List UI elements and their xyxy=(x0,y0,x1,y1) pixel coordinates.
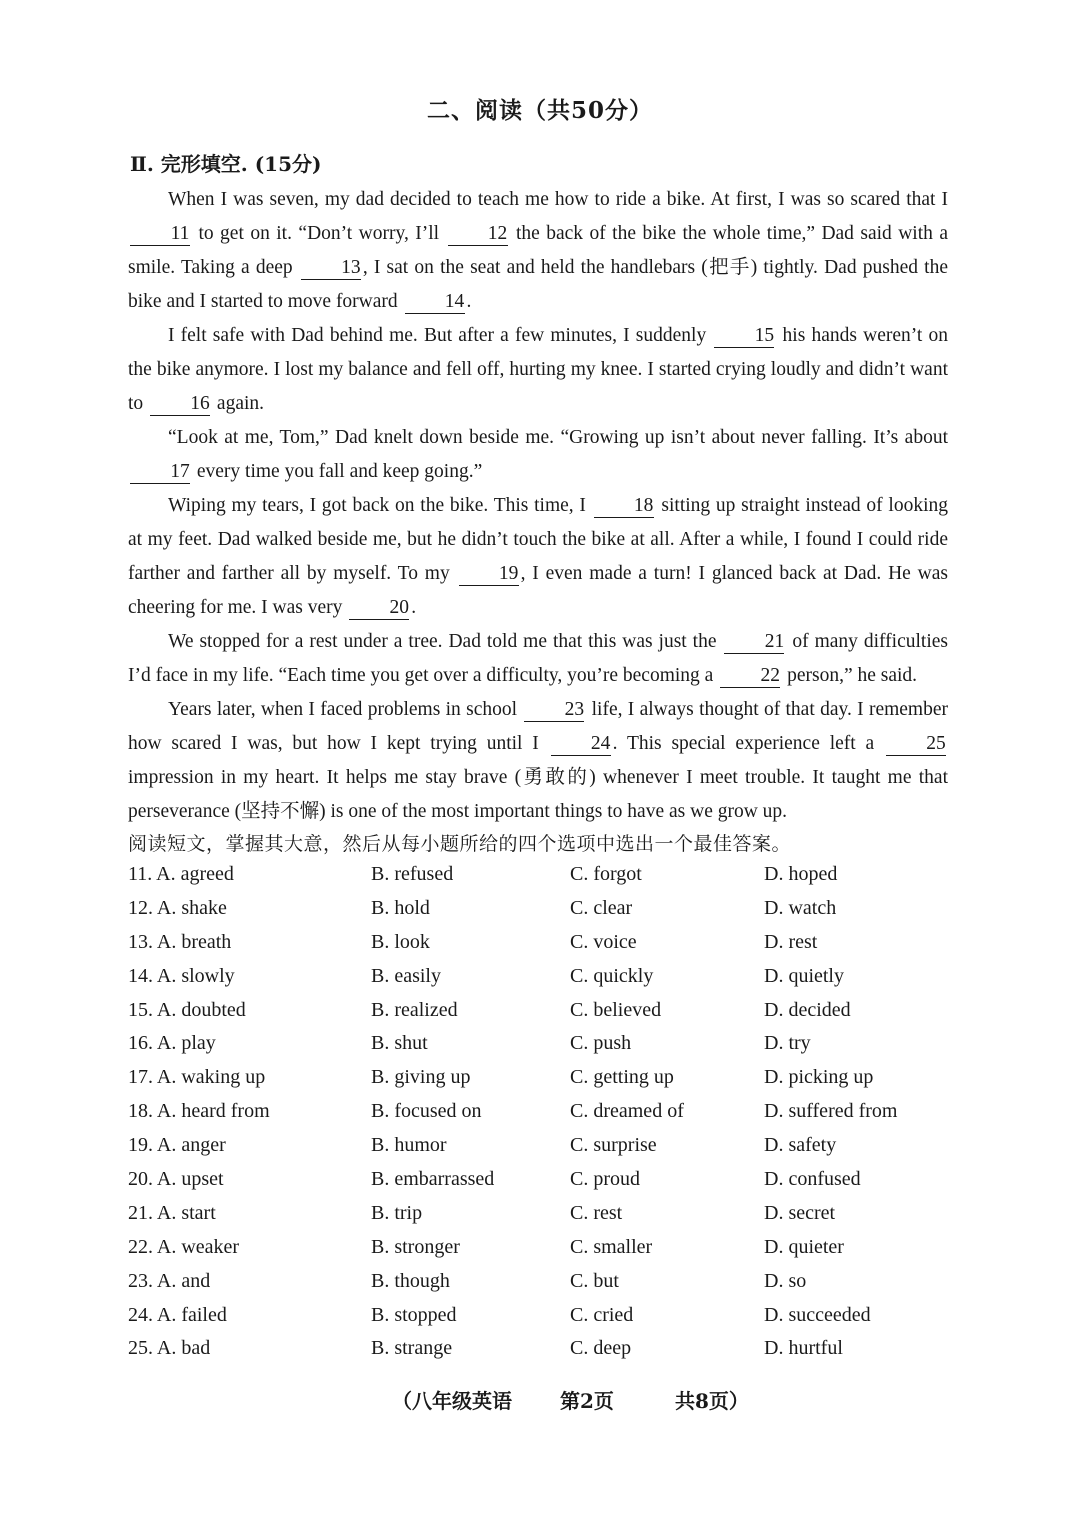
option-c: C. rest xyxy=(570,1201,623,1224)
passage-paragraph xyxy=(128,489,948,625)
option-row xyxy=(128,1134,948,1168)
option-c: C. push xyxy=(570,1032,632,1055)
passage-text: of many difficulties I’d face in my life. “Each time you get over a difficulty, you’re becoming a xyxy=(128,631,948,686)
option-a: 23. A. and xyxy=(128,1269,211,1292)
option-c: C. clear xyxy=(570,896,633,919)
option-a: 15. A. doubted xyxy=(128,998,246,1021)
passage-paragraph xyxy=(128,625,948,693)
option-row xyxy=(128,1270,948,1304)
passage-text: “Look at me, Tom,” Dad knelt down beside me. “Growing up isn’t about never falling. It’s about xyxy=(168,427,948,448)
option-a: 14. A. slowly xyxy=(128,964,235,987)
option-b: B. refused xyxy=(371,863,454,885)
option-d: D. watch xyxy=(764,896,837,919)
option-row xyxy=(128,1032,948,1066)
passage-text: life, I always thought of that day. I remember how scared I was, but how I kept trying until I xyxy=(128,699,948,754)
option-a: 12. A. shake xyxy=(128,896,227,919)
cloze-heading: Ⅱ. 完形填空. (15分) xyxy=(130,152,322,176)
option-row xyxy=(128,1202,948,1236)
footer-total-pages: 共8页） xyxy=(675,1389,749,1413)
blank-11: 11 xyxy=(130,223,190,246)
blank-22: 22 xyxy=(720,665,780,688)
option-d: D. quieter xyxy=(764,1235,844,1258)
option-d: D. succeeded xyxy=(764,1303,871,1326)
option-a: 24. A. failed xyxy=(128,1303,227,1326)
option-b: B. humor xyxy=(371,1134,447,1157)
blank-23: 23 xyxy=(524,699,584,722)
option-row xyxy=(128,965,948,999)
option-d: D. secret xyxy=(764,1201,836,1224)
instruction-text: 阅读短文，掌握其大意，然后从每小题所给的四个选项中选出一个最佳答案。 xyxy=(128,833,792,855)
passage-text: Wiping my tears, I got back on the bike. This time, I xyxy=(168,495,592,516)
option-b: B. hold xyxy=(371,896,430,919)
option-b: B. trip xyxy=(371,1201,423,1224)
option-row xyxy=(128,999,948,1033)
option-a: 16. A. play xyxy=(128,1032,216,1055)
option-c: C. proud xyxy=(570,1168,640,1191)
option-c: C. voice xyxy=(570,930,637,953)
footer-page-number: 第2页 xyxy=(560,1389,614,1413)
option-a: 18. A. heard from xyxy=(128,1100,270,1123)
blank-15: 15 xyxy=(714,325,774,348)
blank-17: 17 xyxy=(130,461,190,484)
blank-12: 12 xyxy=(448,223,508,246)
section-title: 二、阅读（共50分） xyxy=(426,97,653,124)
option-b: B. stopped xyxy=(371,1303,457,1326)
option-c: C. believed xyxy=(570,998,662,1021)
passage-text: sitting up straight instead of looking at my feet. Dad walked beside me, but he didn’t touch the bike at all. After a while, I found I could ride farther and farther all by myself. To my xyxy=(128,495,948,584)
passage-text: Years later, when I faced problems in school xyxy=(168,699,523,720)
option-c: C. but xyxy=(570,1269,619,1292)
blank-18: 18 xyxy=(594,495,654,518)
option-row xyxy=(128,931,948,965)
option-a: 21. A. start xyxy=(128,1201,216,1224)
option-c: C. dreamed of xyxy=(570,1100,684,1123)
option-d: D. quietly xyxy=(764,964,844,987)
option-b: B. realized xyxy=(371,998,458,1021)
passage-text: , I even made a turn! I glanced back at Dad. He was cheering for me. I was very xyxy=(128,563,948,618)
passage-paragraph xyxy=(128,319,948,421)
option-row xyxy=(128,1168,948,1202)
passage-text: I felt safe with Dad behind me. But after a few minutes, I suddenly xyxy=(168,325,713,346)
option-d: D. safety xyxy=(764,1134,837,1157)
option-b: B. strange xyxy=(371,1337,453,1360)
option-c: C. quickly xyxy=(570,964,654,987)
blank-14: 14 xyxy=(405,291,465,314)
option-b: B. stronger xyxy=(371,1235,460,1258)
option-d: D. confused xyxy=(764,1168,861,1191)
passage-text: the back of the bike the whole time,” Dad said with a smile. Taking a deep xyxy=(128,223,948,278)
blank-20: 20 xyxy=(349,597,409,620)
option-a: 11. A. agreed xyxy=(128,863,234,885)
option-b: B. embarrassed xyxy=(371,1168,495,1191)
blank-16: 16 xyxy=(150,393,210,416)
passage-text: . This special experience left a xyxy=(612,733,885,754)
answer-options xyxy=(128,863,948,1371)
passage-text: When I was seven, my dad decided to teach me how to ride a bike. At first, I was so scared that I xyxy=(168,189,948,210)
option-row xyxy=(128,1337,948,1371)
footer-grade: （八年级英语 xyxy=(392,1389,512,1413)
option-c: C. forgot xyxy=(570,863,642,885)
option-b: B. giving up xyxy=(371,1066,471,1089)
option-row xyxy=(128,1066,948,1100)
option-row xyxy=(128,1304,948,1338)
option-d: D. decided xyxy=(764,998,851,1021)
option-a: 25. A. bad xyxy=(128,1337,211,1360)
passage-text: impression in my heart. It helps me stay brave (勇敢的) whenever I meet trouble. It taught me that perseverance (坚持不懈) is one of the most important things to have as we grow up. xyxy=(128,767,948,822)
passage-paragraph xyxy=(128,183,948,319)
passage-text: . xyxy=(411,597,417,618)
passage-text: person,” he said. xyxy=(782,665,918,686)
option-d: D. try xyxy=(764,1032,811,1055)
blank-24: 24 xyxy=(551,733,611,756)
option-a: 20. A. upset xyxy=(128,1168,224,1191)
option-a: 17. A. waking up xyxy=(128,1066,266,1089)
option-d: D. suffered from xyxy=(764,1100,898,1123)
blank-19: 19 xyxy=(459,563,519,586)
option-c: C. cried xyxy=(570,1303,634,1326)
blank-21: 21 xyxy=(724,631,784,654)
option-d: D. hoped xyxy=(764,863,838,885)
option-row xyxy=(128,863,948,897)
option-d: D. picking up xyxy=(764,1066,874,1089)
option-a: 19. A. anger xyxy=(128,1134,226,1157)
option-c: C. getting up xyxy=(570,1066,674,1089)
passage-text: again. xyxy=(212,393,265,414)
passage-text: his hands weren’t on the bike anymore. I lost my balance and fell off, hurting my knee. I started crying loudly and didn’t want to xyxy=(128,325,948,414)
option-row xyxy=(128,1236,948,1270)
option-a: 22. A. weaker xyxy=(128,1235,240,1258)
option-b: B. though xyxy=(371,1269,450,1292)
option-c: C. smaller xyxy=(570,1235,653,1258)
blank-25: 25 xyxy=(886,733,946,756)
passage-text: , I sat on the seat and held the handlebars (把手) tightly. Dad pushed the bike and I started to move forward xyxy=(128,257,948,312)
option-a: 13. A. breath xyxy=(128,930,232,953)
passage-text: . xyxy=(466,291,472,312)
passage-text: We stopped for a rest under a tree. Dad told me that this was just the xyxy=(168,631,723,652)
option-c: C. surprise xyxy=(570,1134,657,1157)
passage-text: to get on it. “Don’t worry, I’ll xyxy=(192,223,446,244)
option-b: B. easily xyxy=(371,964,441,987)
option-row xyxy=(128,897,948,931)
option-b: B. focused on xyxy=(371,1100,482,1123)
cloze-passage xyxy=(128,183,948,829)
page-footer xyxy=(392,1385,749,1414)
passage-paragraph xyxy=(128,693,948,829)
option-d: D. rest xyxy=(764,930,818,953)
option-row xyxy=(128,1100,948,1134)
option-b: B. look xyxy=(371,930,430,953)
option-c: C. deep xyxy=(570,1337,632,1360)
option-d: D. so xyxy=(764,1269,807,1292)
passage-text: every time you fall and keep going.” xyxy=(192,461,483,482)
blank-13: 13 xyxy=(301,257,361,280)
passage-paragraph xyxy=(128,421,948,489)
option-d: D. hurtful xyxy=(764,1337,843,1360)
option-b: B. shut xyxy=(371,1032,428,1055)
